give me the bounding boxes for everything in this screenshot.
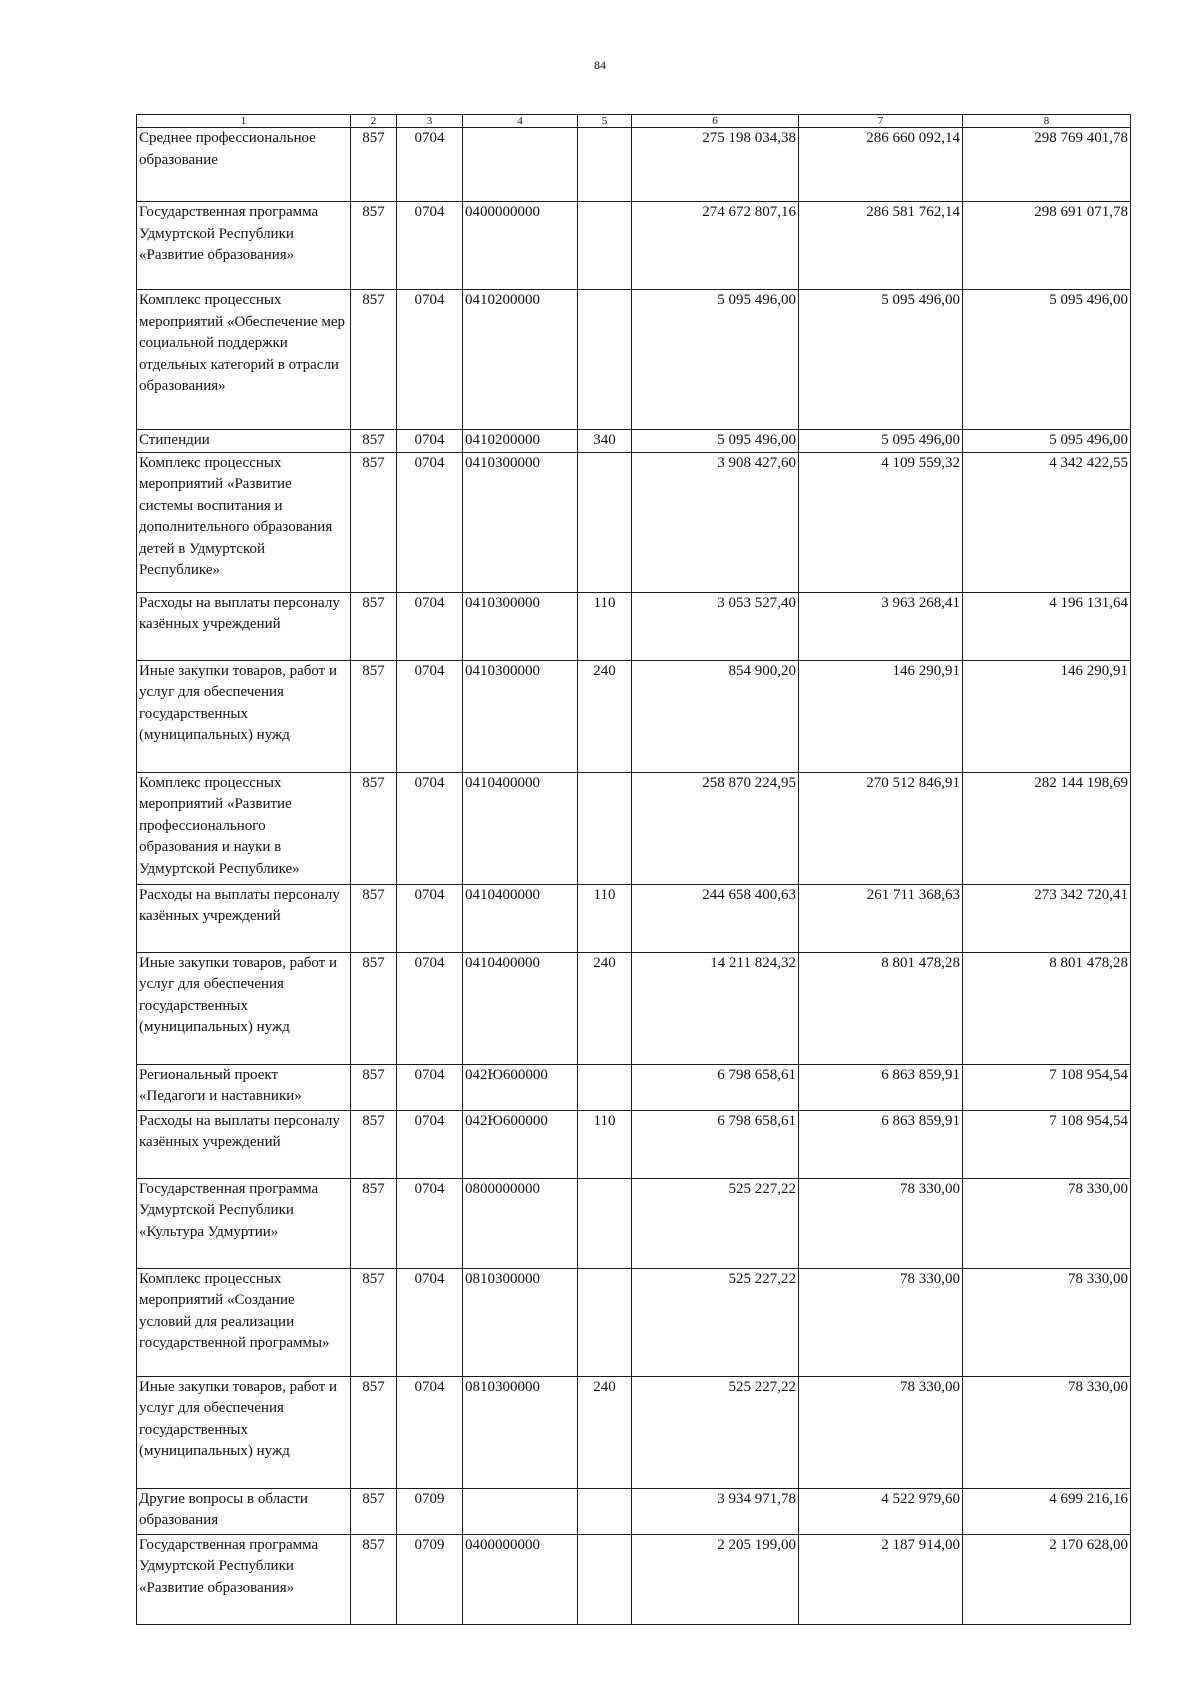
row-amount-col7: 4 109 559,32 <box>799 452 963 592</box>
row-amount-col7: 270 512 846,91 <box>799 772 963 884</box>
row-name: Государственная программа Удмуртской Республики «Культура Удмуртии» <box>137 1178 351 1268</box>
row-amount-col8: 8 801 478,28 <box>963 952 1131 1064</box>
row-expense-type <box>578 1178 632 1268</box>
row-section: 0704 <box>397 884 463 952</box>
row-section: 0704 <box>397 592 463 660</box>
table-row <box>137 1064 1131 1110</box>
row-target-article: 0410400000 <box>463 884 578 952</box>
table-row <box>137 1534 1131 1624</box>
row-name: Расходы на выплаты персоналу казённых учреждений <box>137 884 351 952</box>
row-name: Региональный проект «Педагоги и наставники» <box>137 1064 351 1110</box>
row-ministry: 857 <box>351 660 397 772</box>
row-expense-type: 110 <box>578 1110 632 1178</box>
row-section: 0709 <box>397 1488 463 1534</box>
row-expense-type: 240 <box>578 952 632 1064</box>
row-name: Расходы на выплаты персоналу казённых учреждений <box>137 1110 351 1178</box>
row-amount-col6: 3 908 427,60 <box>632 452 799 592</box>
column-number-row <box>137 115 1131 128</box>
row-expense-type <box>578 1268 632 1376</box>
page-number: 84 <box>594 58 606 72</box>
row-amount-col8: 5 095 496,00 <box>963 290 1131 430</box>
row-section: 0709 <box>397 1534 463 1624</box>
row-amount-col7: 3 963 268,41 <box>799 592 963 660</box>
row-amount-col6: 525 227,22 <box>632 1376 799 1488</box>
row-section: 0704 <box>397 452 463 592</box>
row-ministry: 857 <box>351 128 397 202</box>
row-name: Комплекс процессных мероприятий «Развитие системы воспитания и дополнительного образования детей в Удмуртской Республике» <box>137 452 351 592</box>
row-amount-col7: 261 711 368,63 <box>799 884 963 952</box>
row-target-article: 0410200000 <box>463 290 578 430</box>
row-target-article: 042Ю600000 <box>463 1064 578 1110</box>
row-amount-col6: 2 205 199,00 <box>632 1534 799 1624</box>
column-number: 5 <box>578 115 632 128</box>
row-amount-col6: 6 798 658,61 <box>632 1110 799 1178</box>
row-expense-type <box>578 128 632 202</box>
row-ministry: 857 <box>351 1110 397 1178</box>
row-amount-col6: 525 227,22 <box>632 1268 799 1376</box>
row-amount-col7: 2 187 914,00 <box>799 1534 963 1624</box>
row-section: 0704 <box>397 1064 463 1110</box>
row-section: 0704 <box>397 772 463 884</box>
row-amount-col8: 78 330,00 <box>963 1178 1131 1268</box>
row-ministry: 857 <box>351 452 397 592</box>
table-row <box>137 202 1131 290</box>
column-number: 3 <box>397 115 463 128</box>
row-amount-col8: 7 108 954,54 <box>963 1110 1131 1178</box>
column-number: 1 <box>137 115 351 128</box>
table-row <box>137 772 1131 884</box>
row-name: Государственная программа Удмуртской Республики «Развитие образования» <box>137 1534 351 1624</box>
row-expense-type <box>578 772 632 884</box>
row-amount-col8: 4 342 422,55 <box>963 452 1131 592</box>
row-target-article: 0810300000 <box>463 1268 578 1376</box>
row-ministry: 857 <box>351 1178 397 1268</box>
row-target-article: 0410300000 <box>463 452 578 592</box>
row-ministry: 857 <box>351 1376 397 1488</box>
row-amount-col8: 5 095 496,00 <box>963 430 1131 453</box>
column-number: 6 <box>632 115 799 128</box>
row-section: 0704 <box>397 1178 463 1268</box>
row-amount-col6: 6 798 658,61 <box>632 1064 799 1110</box>
row-ministry: 857 <box>351 202 397 290</box>
row-target-article: 0410300000 <box>463 660 578 772</box>
column-number: 4 <box>463 115 578 128</box>
row-amount-col8: 146 290,91 <box>963 660 1131 772</box>
row-ministry: 857 <box>351 1268 397 1376</box>
row-amount-col6: 3 053 527,40 <box>632 592 799 660</box>
row-expense-type: 340 <box>578 430 632 453</box>
row-amount-col8: 298 769 401,78 <box>963 128 1131 202</box>
row-target-article <box>463 128 578 202</box>
row-section: 0704 <box>397 952 463 1064</box>
row-amount-col6: 525 227,22 <box>632 1178 799 1268</box>
row-amount-col6: 274 672 807,16 <box>632 202 799 290</box>
row-expense-type: 240 <box>578 1376 632 1488</box>
row-ministry: 857 <box>351 430 397 453</box>
row-amount-col7: 6 863 859,91 <box>799 1110 963 1178</box>
row-target-article: 0800000000 <box>463 1178 578 1268</box>
row-ministry: 857 <box>351 290 397 430</box>
row-expense-type: 240 <box>578 660 632 772</box>
table-row <box>137 1110 1131 1178</box>
row-amount-col8: 78 330,00 <box>963 1268 1131 1376</box>
row-ministry: 857 <box>351 1488 397 1534</box>
row-amount-col8: 78 330,00 <box>963 1376 1131 1488</box>
row-ministry: 857 <box>351 1534 397 1624</box>
table-row <box>137 660 1131 772</box>
row-name: Иные закупки товаров, работ и услуг для обеспечения государственных (муниципальных) нужд <box>137 1376 351 1488</box>
row-amount-col6: 275 198 034,38 <box>632 128 799 202</box>
row-amount-col8: 2 170 628,00 <box>963 1534 1131 1624</box>
row-amount-col7: 4 522 979,60 <box>799 1488 963 1534</box>
row-amount-col7: 286 660 092,14 <box>799 128 963 202</box>
row-expense-type <box>578 1064 632 1110</box>
row-amount-col6: 5 095 496,00 <box>632 430 799 453</box>
row-name: Среднее профессиональное образование <box>137 128 351 202</box>
row-amount-col7: 78 330,00 <box>799 1178 963 1268</box>
table-row <box>137 430 1131 453</box>
row-amount-col7: 146 290,91 <box>799 660 963 772</box>
column-number: 2 <box>351 115 397 128</box>
row-amount-col6: 5 095 496,00 <box>632 290 799 430</box>
row-name: Государственная программа Удмуртской Республики «Развитие образования» <box>137 202 351 290</box>
row-target-article: 0410300000 <box>463 592 578 660</box>
row-name: Расходы на выплаты персоналу казённых учреждений <box>137 592 351 660</box>
row-amount-col8: 282 144 198,69 <box>963 772 1131 884</box>
row-amount-col8: 4 196 131,64 <box>963 592 1131 660</box>
row-ministry: 857 <box>351 952 397 1064</box>
row-amount-col7: 78 330,00 <box>799 1268 963 1376</box>
column-number: 8 <box>963 115 1131 128</box>
row-section: 0704 <box>397 660 463 772</box>
row-expense-type <box>578 1488 632 1534</box>
table-row <box>137 1376 1131 1488</box>
row-amount-col8: 298 691 071,78 <box>963 202 1131 290</box>
row-target-article: 0400000000 <box>463 202 578 290</box>
row-section: 0704 <box>397 430 463 453</box>
row-name: Иные закупки товаров, работ и услуг для обеспечения государственных (муниципальных) нужд <box>137 952 351 1064</box>
row-ministry: 857 <box>351 592 397 660</box>
row-section: 0704 <box>397 1110 463 1178</box>
column-number: 7 <box>799 115 963 128</box>
table-row <box>137 452 1131 592</box>
row-target-article: 0410400000 <box>463 772 578 884</box>
row-name: Другие вопросы в области образования <box>137 1488 351 1534</box>
row-amount-col7: 5 095 496,00 <box>799 430 963 453</box>
table-row <box>137 128 1131 202</box>
row-name: Иные закупки товаров, работ и услуг для обеспечения государственных (муниципальных) нужд <box>137 660 351 772</box>
row-amount-col7: 5 095 496,00 <box>799 290 963 430</box>
row-amount-col7: 8 801 478,28 <box>799 952 963 1064</box>
row-target-article: 042Ю600000 <box>463 1110 578 1178</box>
row-expense-type <box>578 202 632 290</box>
row-name: Комплекс процессных мероприятий «Создание условий для реализации государственной программы» <box>137 1268 351 1376</box>
row-name: Стипендии <box>137 430 351 453</box>
row-name: Комплекс процессных мероприятий «Развитие профессионального образования и науки в Удмуртской Республике» <box>137 772 351 884</box>
budget-table <box>136 114 1131 1625</box>
row-amount-col6: 258 870 224,95 <box>632 772 799 884</box>
row-section: 0704 <box>397 1376 463 1488</box>
row-amount-col6: 3 934 971,78 <box>632 1488 799 1534</box>
row-amount-col6: 244 658 400,63 <box>632 884 799 952</box>
row-expense-type <box>578 1534 632 1624</box>
row-amount-col8: 4 699 216,16 <box>963 1488 1131 1534</box>
row-target-article: 0810300000 <box>463 1376 578 1488</box>
row-expense-type <box>578 452 632 592</box>
row-expense-type: 110 <box>578 884 632 952</box>
row-section: 0704 <box>397 202 463 290</box>
row-ministry: 857 <box>351 884 397 952</box>
row-amount-col7: 286 581 762,14 <box>799 202 963 290</box>
table-row <box>137 1268 1131 1376</box>
table-row <box>137 1178 1131 1268</box>
row-section: 0704 <box>397 128 463 202</box>
row-ministry: 857 <box>351 1064 397 1110</box>
table-row <box>137 1488 1131 1534</box>
row-target-article: 0410400000 <box>463 952 578 1064</box>
table-row <box>137 952 1131 1064</box>
row-expense-type <box>578 290 632 430</box>
row-expense-type: 110 <box>578 592 632 660</box>
row-section: 0704 <box>397 290 463 430</box>
row-target-article: 0410200000 <box>463 430 578 453</box>
row-target-article: 0400000000 <box>463 1534 578 1624</box>
row-name: Комплекс процессных мероприятий «Обеспечение мер социальной поддержки отдельных категорий в отрасли образования» <box>137 290 351 430</box>
row-amount-col8: 273 342 720,41 <box>963 884 1131 952</box>
row-amount-col6: 854 900,20 <box>632 660 799 772</box>
table-row <box>137 884 1131 952</box>
row-amount-col8: 7 108 954,54 <box>963 1064 1131 1110</box>
table-row <box>137 592 1131 660</box>
row-amount-col7: 6 863 859,91 <box>799 1064 963 1110</box>
row-section: 0704 <box>397 1268 463 1376</box>
row-target-article <box>463 1488 578 1534</box>
row-ministry: 857 <box>351 772 397 884</box>
row-amount-col7: 78 330,00 <box>799 1376 963 1488</box>
table-row <box>137 290 1131 430</box>
row-amount-col6: 14 211 824,32 <box>632 952 799 1064</box>
